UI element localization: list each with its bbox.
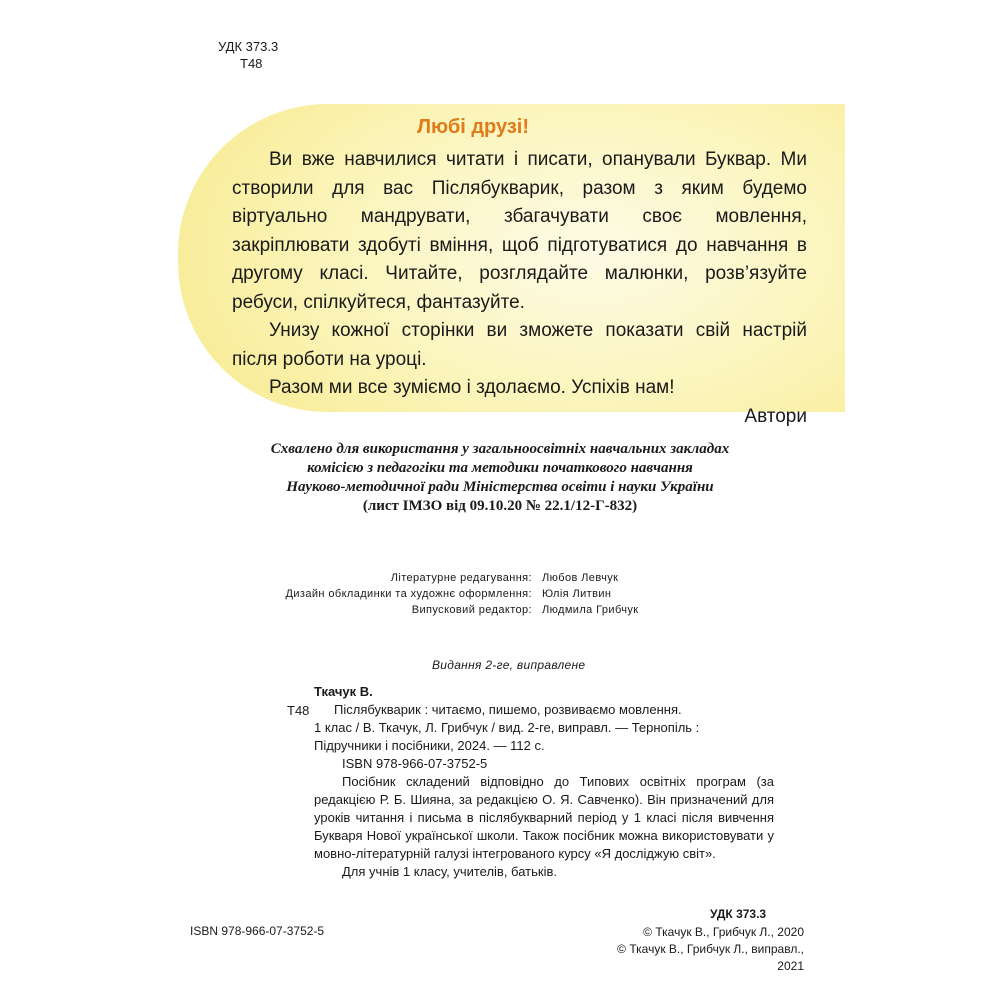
intro-paragraph-3: Разом ми все зуміємо і здолаємо. Успіхів нам! bbox=[269, 377, 675, 398]
credit-label: Дизайн обкладинки та художнє оформлення: bbox=[285, 588, 532, 600]
intro-paragraph-2: Унизу кожної сторінки ви зможете показати свій настрій після роботи на уроці. bbox=[232, 320, 807, 370]
udk-index: Т48 bbox=[240, 56, 263, 71]
credit-label: Літературне редагування: bbox=[390, 572, 532, 584]
copyright bbox=[590, 924, 804, 975]
intro-author: Автори bbox=[744, 405, 807, 427]
biblio-title-line: Підручники і посібники, 2024. — 112 с. bbox=[314, 738, 545, 753]
biblio-author: Ткачук В. bbox=[314, 684, 373, 699]
intro-heading: Любі друзі! bbox=[417, 116, 529, 138]
udk-header bbox=[218, 38, 278, 72]
biblio-index: Т48 bbox=[287, 703, 310, 718]
credit-value: Любов Левчук bbox=[542, 572, 619, 584]
credit-row bbox=[250, 570, 770, 586]
copyright-line: © Ткачук В., Грибчук Л., 2020 bbox=[643, 925, 804, 939]
bibliographic-record bbox=[314, 683, 774, 881]
footer-udk: УДК 373.3 bbox=[710, 907, 767, 921]
intro-paragraph-1: Ви вже навчилися читати і писати, опанували Буквар. Ми створили для вас Післябукварик, разом з яким будемо віртуально мандрувати, збагачувати своє мовлення, закріплювати здобуті вміння, щоб підготуватися до навчання в другому класі. Читайте, розглядайте малюнки, розв’язуйте ребуси, спілкуйтеся, фантазуйте. bbox=[232, 149, 807, 313]
approval-letter: (лист ІМЗО від 09.10.20 № 22.1/12-Г-832) bbox=[362, 498, 638, 514]
biblio-title-line: 1 клас / В. Ткачук, Л. Грибчук / вид. 2-ге, виправл. — Тернопіль : bbox=[314, 720, 700, 735]
footer-isbn: ISBN 978-966-07-3752-5 bbox=[190, 924, 325, 938]
biblio-annotation: Посібник складений відповідно до Типових освітніх програм (за редакцією Р. Б. Шияна, за редакцією О. Я. Савченко). Він призначений для уроків читання і письма в післябукварний період у 1 класі після вивчення Букваря Нової української школи. Також посібник можна використовувати у мовно-літературній галузі інтегрованого курсу «Я досліджую світ». bbox=[314, 774, 774, 861]
copyright-line: © Ткачук В., Грибчук Л., виправл., 2021 bbox=[617, 942, 804, 973]
approval-line: Схвалено для використання у загальноосвітніх навчальних закладах bbox=[270, 441, 730, 457]
credit-label: Випусковий редактор: bbox=[411, 604, 532, 616]
approval-line: комісією з педагогіки та методики початкового навчання bbox=[307, 460, 693, 476]
credit-row bbox=[250, 602, 770, 618]
udk-code: УДК 373.3 bbox=[218, 39, 279, 54]
edition-note: Видання 2-ге, виправлене bbox=[432, 658, 586, 672]
biblio-isbn: ISBN 978-966-07-3752-5 bbox=[342, 756, 488, 771]
approval-notice bbox=[150, 440, 850, 516]
approval-line: Науково-методичної ради Міністерства освіти і науки України bbox=[286, 479, 714, 495]
credit-value: Юлія Литвин bbox=[542, 588, 612, 600]
biblio-audience: Для учнів 1 класу, учителів, батьків. bbox=[342, 864, 557, 879]
credit-row bbox=[250, 586, 770, 602]
intro-text bbox=[232, 146, 807, 431]
biblio-title-line: Післябукварик : читаємо, пишемо, розвиваємо мовлення. bbox=[334, 702, 682, 717]
credits bbox=[250, 570, 770, 618]
credit-value: Людмила Грибчук bbox=[542, 604, 639, 616]
